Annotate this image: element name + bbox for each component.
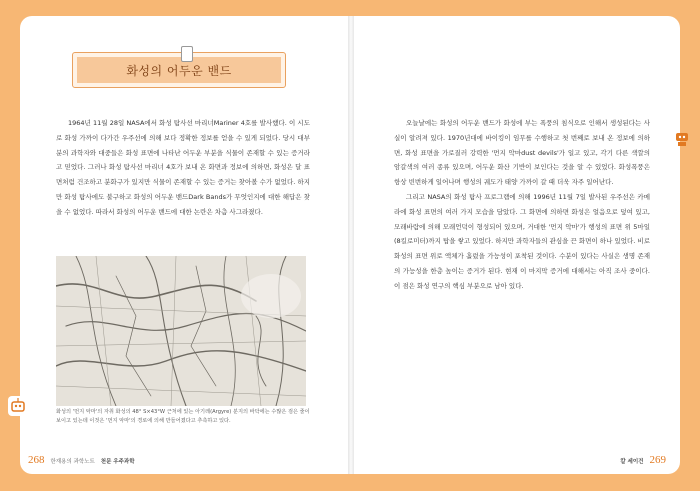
section-name: 칼 세이건: [620, 459, 644, 465]
book-name: 천문 우주과학: [100, 459, 135, 465]
left-page: [20, 16, 350, 474]
right-footer: [620, 454, 666, 466]
right-paragraph-2: 그리고 NASA의 화성 탐사 프로그램에 의해 1996년 11월 7일 발사된 우주선은 카메라에 화성 표면의 여러 가지 모습을 담았다. 그 화면에 의하면 화성은 얼음으로 덮여 있고, 모래바람에 의해 모래언덕이 형성되어 있으며, 거대한 '먼지 악마'가 행성의 표면 위 5마일(8킬로미터)까지 탑을 쌓고 있었다. 하지만 과학자들의 관심을 끈 화면이 하나 있었다. 비로 화성의 표면 위로 액체가 흘렀을 가능성이 포착된 것이다. 수분이 있다는 사실은 생명 존재의 가능성을 한층 높이는 증거가 된다. 현재 이 마지막 증거에 대해서는 아직 조사 중이다. 이 점은 화성 연구의 핵심 부분으로 남아 있다.: [394, 192, 650, 290]
title-box: [72, 52, 286, 88]
right-page: [356, 16, 680, 474]
left-page-number: 268: [28, 454, 45, 466]
section-title: 화성의 어두운 밴드: [126, 63, 232, 78]
left-paragraph: 1964년 11월 28일 NASA에서 화성 탐사선 마리너Mariner 4호를 발사했다. 이 시도로 화성 가까이 다가간 우주선에 의해 보다 정확한 정보를 얻을 수 있게 되었다. 당시 대부분의 과학자와 대중들은 화성 표면에 나타난 어두운 부분을 식물이 존재할 수 있는 증거라고 믿었다. 그러나 화성 탐사선 마리너 4호가 보내 온 화면과 정보에 의하면, 화성은 달 표면처럼 건조하고 분화구가 있지만 식물이 존재할 수 있는 증거는 찾아볼 수가 없었다. 하지만 화성 탐사에도 불구하고 화성의 어두운 밴드Dark Bands가 무엇인지에 대한 해답은 찾을 수 없었다. 따라서 화성의 어두운 밴드에 대한 논란은 차츰 사그라졌다.: [56, 119, 310, 216]
right-page-number: 269: [649, 454, 666, 466]
photo-caption: 화성의 '먼지 악마'의 자취 화성의 48° S×43°W 근처에 있는 아기레(Argyre) 분지의 바닥에는 수많은 검은 줄이 보이고 있는데 이것은 '먼지 악마'의 경로에 의해 만들어졌다고 추측하고 있다.: [56, 409, 310, 424]
robot-icon: [672, 130, 692, 150]
robot-icon: [8, 396, 28, 416]
right-body-text: [394, 116, 650, 294]
left-body-text: [56, 116, 310, 220]
mars-surface-photo: [56, 256, 306, 406]
series-name: 한재용의 과학노트: [50, 459, 95, 465]
right-paragraph-1: 오늘날에는 화성의 어두운 밴드가 화성에 부는 폭풍의 침식으로 인해서 생성된다는 사실이 알려져 있다. 1970년대에 바이킹이 임무를 수행하고 첫 번째로 보내 온 정보에 의하면, 화성 표면을 가로질러 강력한 '먼지 악마dust devils'가 일고 있고, 각기 다른 색깔의 암갈색의 여러 종류 있으며, 어두운 화산 기반이 보인다는 것을 알 수 있었다. 화성폭풍은 항상 빈번하게 일어나며 행성의 궤도가 태양 가까이 갈 때 더욱 자주 일어난다.: [394, 119, 650, 187]
paperclip-icon: [181, 46, 193, 62]
left-footer: [28, 454, 135, 466]
dust-devil-tracks-image: [56, 256, 306, 406]
